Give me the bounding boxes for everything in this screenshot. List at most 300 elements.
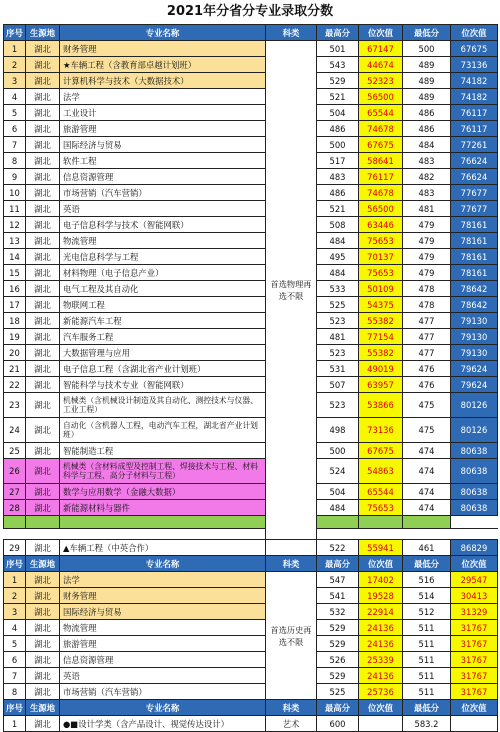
row-max-score: 507 <box>317 377 359 393</box>
row-no: 9 <box>4 169 26 185</box>
row-major: 物联网工程 <box>60 297 266 313</box>
row-max-rank <box>359 716 403 732</box>
row-major: 法学 <box>60 572 266 588</box>
row-max-rank: 44674 <box>359 57 403 73</box>
separator-cell <box>60 516 266 529</box>
row-source: 湖北 <box>26 297 60 313</box>
row-source: 湖北 <box>26 105 60 121</box>
table-row <box>4 137 498 153</box>
table-row <box>4 459 498 484</box>
row-max-score: 543 <box>317 57 359 73</box>
row-max-rank: 17402 <box>359 572 403 588</box>
separator-cell <box>359 516 403 529</box>
row-min-rank: 80638 <box>451 500 498 516</box>
row-no: 11 <box>4 201 26 217</box>
row-min-rank: 67675 <box>451 41 498 57</box>
row-min-score: 514 <box>403 588 451 604</box>
row-no: 6 <box>4 121 26 137</box>
row-no: 4 <box>4 620 26 636</box>
header-major: 专业名称 <box>60 25 266 41</box>
row-min-rank: 79624 <box>451 361 498 377</box>
row-source: 湖北 <box>26 89 60 105</box>
row-min-rank: 76624 <box>451 169 498 185</box>
row-max-score: 486 <box>317 185 359 201</box>
row-major: 电子信息工程（含湖北省产业计划班） <box>60 361 266 377</box>
row-max-rank: 49019 <box>359 361 403 377</box>
row-min-rank: 80638 <box>451 484 498 500</box>
row-max-score: 525 <box>317 684 359 700</box>
row-min-rank: 78161 <box>451 249 498 265</box>
row-max-rank: 19528 <box>359 588 403 604</box>
row-max-rank: 56500 <box>359 201 403 217</box>
row-source: 湖北 <box>26 540 60 556</box>
row-no: 18 <box>4 313 26 329</box>
row-source: 湖北 <box>26 201 60 217</box>
row-major: 物流管理 <box>60 620 266 636</box>
row-min-rank: 78161 <box>451 265 498 281</box>
row-min-score: 478 <box>403 297 451 313</box>
row-major: 法学 <box>60 89 266 105</box>
row-source: 湖北 <box>26 652 60 668</box>
row-max-score: 517 <box>317 153 359 169</box>
row-max-rank: 56500 <box>359 89 403 105</box>
row-source: 湖北 <box>26 281 60 297</box>
table-row <box>4 313 498 329</box>
row-min-score: 478 <box>403 281 451 297</box>
row-max-score: 529 <box>317 73 359 89</box>
row-min-rank: 74182 <box>451 89 498 105</box>
table-row <box>4 636 498 652</box>
row-max-score: 504 <box>317 484 359 500</box>
row-category <box>266 540 317 556</box>
table-row <box>4 377 498 393</box>
row-min-rank: 31767 <box>451 636 498 652</box>
row-no: 4 <box>4 89 26 105</box>
row-min-rank: 74182 <box>451 73 498 89</box>
row-major: 数学与应用数学（金融大数据） <box>60 484 266 500</box>
table-row <box>4 281 498 297</box>
row-no: 28 <box>4 500 26 516</box>
row-min-score: 479 <box>403 233 451 249</box>
row-max-score: 526 <box>317 652 359 668</box>
row-max-score: 533 <box>317 281 359 297</box>
row-major: 信息资源管理 <box>60 169 266 185</box>
row-major: 市场营销（汽车营销） <box>60 185 266 201</box>
row-no: 2 <box>4 588 26 604</box>
row-no: 1 <box>4 716 26 732</box>
row-no: 25 <box>4 443 26 459</box>
row-min-rank: 86829 <box>451 540 498 556</box>
header-category: 科类 <box>266 556 317 572</box>
blank-cell <box>26 529 60 540</box>
row-major: 英语 <box>60 668 266 684</box>
row-major: ▲车辆工程（中英合作） <box>60 540 266 556</box>
row-min-score: 476 <box>403 361 451 377</box>
row-max-rank: 24136 <box>359 620 403 636</box>
art-section <box>4 700 498 732</box>
row-major: ★车辆工程（含教育部卓越计划班） <box>60 57 266 73</box>
row-max-score: 504 <box>317 105 359 121</box>
table-row <box>4 716 498 732</box>
row-major: 工业设计 <box>60 105 266 121</box>
row-no: 21 <box>4 361 26 377</box>
header-max-score: 最高分 <box>317 25 359 41</box>
table-row <box>4 484 498 500</box>
table-row <box>4 572 498 588</box>
row-major: 国际经济与贸易 <box>60 604 266 620</box>
row-major: 汽车服务工程 <box>60 329 266 345</box>
row-major: 机械类（含机械设计制造及其自动化、测控技术与仪器、工业工程） <box>60 393 266 418</box>
row-max-score: 531 <box>317 361 359 377</box>
row-major: 智能科学与技术专业（智能网联） <box>60 377 266 393</box>
row-min-rank: 79130 <box>451 329 498 345</box>
blank-cell <box>451 529 498 540</box>
blank-cell <box>403 529 451 540</box>
row-max-score: 522 <box>317 540 359 556</box>
row-min-score: 486 <box>403 121 451 137</box>
row-no: 23 <box>4 393 26 418</box>
table-row <box>4 500 498 516</box>
separator-cell <box>26 516 60 529</box>
row-major: 旅游管理 <box>60 636 266 652</box>
row-category: 首选物理再选不限 <box>266 41 317 540</box>
header-no: 序号 <box>4 700 26 716</box>
blank-cell <box>359 529 403 540</box>
row-min-rank: 80638 <box>451 443 498 459</box>
row-no: 15 <box>4 265 26 281</box>
header-source: 生源地 <box>26 25 60 41</box>
row-max-score: 498 <box>317 418 359 443</box>
row-source: 湖北 <box>26 636 60 652</box>
row-major: 财务管理 <box>60 41 266 57</box>
row-max-rank: 24136 <box>359 636 403 652</box>
table-row <box>4 265 498 281</box>
table-row <box>4 361 498 377</box>
row-max-score: 541 <box>317 588 359 604</box>
row-max-rank: 65544 <box>359 484 403 500</box>
row-source: 湖北 <box>26 249 60 265</box>
row-major: 财务管理 <box>60 588 266 604</box>
header-min-score: 最低分 <box>403 700 451 716</box>
header-category: 科类 <box>266 25 317 41</box>
row-source: 湖北 <box>26 418 60 443</box>
row-no: 14 <box>4 249 26 265</box>
row-max-score: 524 <box>317 459 359 484</box>
table-row <box>4 668 498 684</box>
row-major: 智能制造工程 <box>60 443 266 459</box>
row-source: 湖北 <box>26 572 60 588</box>
row-max-rank: 76117 <box>359 169 403 185</box>
row-max-score: 500 <box>317 443 359 459</box>
row-max-score: 484 <box>317 500 359 516</box>
row-major: 市场营销（汽车营销） <box>60 684 266 700</box>
row-source: 湖北 <box>26 233 60 249</box>
row-min-score: 484 <box>403 137 451 153</box>
row-min-score: 489 <box>403 89 451 105</box>
row-source: 湖北 <box>26 604 60 620</box>
physics-section <box>4 25 498 556</box>
header-max-rank: 位次值 <box>359 700 403 716</box>
row-no: 13 <box>4 233 26 249</box>
row-min-score: 512 <box>403 604 451 620</box>
table-row <box>4 588 498 604</box>
row-max-rank: 63446 <box>359 217 403 233</box>
row-max-score: 484 <box>317 233 359 249</box>
row-min-score: 479 <box>403 217 451 233</box>
header-no: 序号 <box>4 25 26 41</box>
row-min-score: 511 <box>403 636 451 652</box>
row-max-rank: 54863 <box>359 459 403 484</box>
row-source: 湖北 <box>26 169 60 185</box>
row-max-score: 483 <box>317 169 359 185</box>
row-no: 20 <box>4 345 26 361</box>
row-max-rank: 74678 <box>359 185 403 201</box>
table-row <box>4 652 498 668</box>
row-max-score: 529 <box>317 668 359 684</box>
row-max-score: 484 <box>317 265 359 281</box>
table-row <box>4 73 498 89</box>
row-max-rank: 63957 <box>359 377 403 393</box>
row-source: 湖北 <box>26 377 60 393</box>
row-min-rank: 80126 <box>451 418 498 443</box>
row-max-rank: 67675 <box>359 137 403 153</box>
row-min-rank: 77677 <box>451 185 498 201</box>
row-max-rank: 58641 <box>359 153 403 169</box>
row-major: 大数据管理与应用 <box>60 345 266 361</box>
table-row <box>4 604 498 620</box>
row-no: 22 <box>4 377 26 393</box>
row-max-score: 529 <box>317 636 359 652</box>
table-row <box>4 201 498 217</box>
row-min-score: 476 <box>403 377 451 393</box>
row-major: 旅游管理 <box>60 121 266 137</box>
row-min-score: 479 <box>403 249 451 265</box>
row-max-rank: 74678 <box>359 121 403 137</box>
row-major: 信息资源管理 <box>60 652 266 668</box>
row-max-rank: 75653 <box>359 265 403 281</box>
row-min-score: 483 <box>403 153 451 169</box>
table-header-row <box>4 700 498 716</box>
row-min-score: 511 <box>403 684 451 700</box>
table-row <box>4 217 498 233</box>
row-major: 电子信息科学与技术（智能网联） <box>60 217 266 233</box>
row-no: 8 <box>4 684 26 700</box>
header-min-rank: 位次值 <box>451 700 498 716</box>
row-source: 湖北 <box>26 620 60 636</box>
row-min-rank <box>451 716 498 732</box>
row-major: 国际经济与贸易 <box>60 137 266 153</box>
header-max-rank: 位次值 <box>359 25 403 41</box>
row-max-score: 525 <box>317 297 359 313</box>
row-major: 新能源汽车工程 <box>60 313 266 329</box>
row-no: 3 <box>4 604 26 620</box>
row-category: 艺术 <box>266 716 317 732</box>
row-min-score: 477 <box>403 329 451 345</box>
blank-cell <box>317 529 359 540</box>
row-min-rank: 76117 <box>451 121 498 137</box>
table-row <box>4 393 498 418</box>
row-max-rank: 50109 <box>359 281 403 297</box>
row-no: 1 <box>4 41 26 57</box>
row-max-score: 600 <box>317 716 359 732</box>
row-max-rank: 70137 <box>359 249 403 265</box>
row-min-score: 483 <box>403 185 451 201</box>
row-major: ●■设计学类（含产品设计、视觉传达设计） <box>60 716 266 732</box>
separator-cell <box>403 516 451 529</box>
table-row <box>4 418 498 443</box>
row-min-rank: 76117 <box>451 105 498 121</box>
row-no: 10 <box>4 185 26 201</box>
row-max-rank: 52323 <box>359 73 403 89</box>
table-header-row <box>4 556 498 572</box>
row-min-rank: 79624 <box>451 377 498 393</box>
row-max-rank: 77154 <box>359 329 403 345</box>
row-min-score: 474 <box>403 484 451 500</box>
row-min-score: 516 <box>403 572 451 588</box>
row-min-rank: 79130 <box>451 313 498 329</box>
row-max-score: 500 <box>317 137 359 153</box>
history-section <box>4 556 498 700</box>
row-max-score: 481 <box>317 329 359 345</box>
row-major: 机械类（含材料成型及控制工程、焊接技术与工程、材料科学与工程、高分子材料与工程） <box>60 459 266 484</box>
table-row <box>4 153 498 169</box>
row-no: 8 <box>4 153 26 169</box>
row-source: 湖北 <box>26 361 60 377</box>
page-title: 2021年分省分专业录取分数 <box>166 4 334 19</box>
row-major: 英语 <box>60 201 266 217</box>
row-max-score: 486 <box>317 121 359 137</box>
row-max-rank: 25736 <box>359 684 403 700</box>
row-no: 7 <box>4 137 26 153</box>
row-max-rank: 67147 <box>359 41 403 57</box>
header-min-rank: 位次值 <box>451 25 498 41</box>
row-min-score: 479 <box>403 265 451 281</box>
row-min-rank: 78161 <box>451 217 498 233</box>
row-major: 光电信息科学与工程 <box>60 249 266 265</box>
row-no: 5 <box>4 105 26 121</box>
table-row <box>4 121 498 137</box>
row-min-rank: 77261 <box>451 137 498 153</box>
row-major: 计算机科学与技术（大数据技术） <box>60 73 266 89</box>
row-major: 材料物理（电子信息产业） <box>60 265 266 281</box>
row-no: 5 <box>4 636 26 652</box>
row-source: 湖北 <box>26 459 60 484</box>
row-min-rank: 80638 <box>451 459 498 484</box>
table-row <box>4 169 498 185</box>
row-min-score: 474 <box>403 443 451 459</box>
row-min-rank: 78642 <box>451 281 498 297</box>
row-max-rank: 25339 <box>359 652 403 668</box>
separator-cell <box>4 516 26 529</box>
table-row <box>4 443 498 459</box>
row-no: 19 <box>4 329 26 345</box>
blank-cell <box>60 529 266 540</box>
table-row <box>4 684 498 700</box>
row-min-rank: 79130 <box>451 345 498 361</box>
row-source: 湖北 <box>26 265 60 281</box>
row-min-rank: 73136 <box>451 57 498 73</box>
row-min-rank: 78642 <box>451 297 498 313</box>
row-min-score: 461 <box>403 540 451 556</box>
row-no: 1 <box>4 572 26 588</box>
row-min-score: 489 <box>403 73 451 89</box>
row-max-rank: 55382 <box>359 313 403 329</box>
row-source: 湖北 <box>26 185 60 201</box>
table-row <box>4 329 498 345</box>
row-min-rank: 80126 <box>451 393 498 418</box>
table-row <box>4 620 498 636</box>
table-row <box>4 89 498 105</box>
row-max-score: 521 <box>317 201 359 217</box>
row-max-score: 521 <box>317 89 359 105</box>
row-min-score: 511 <box>403 620 451 636</box>
row-source: 湖北 <box>26 684 60 700</box>
row-max-rank: 73136 <box>359 418 403 443</box>
row-max-rank: 55382 <box>359 345 403 361</box>
score-table <box>3 24 498 732</box>
row-min-score: 511 <box>403 668 451 684</box>
row-source: 湖北 <box>26 137 60 153</box>
row-min-rank: 31767 <box>451 652 498 668</box>
row-max-rank: 22914 <box>359 604 403 620</box>
row-no: 26 <box>4 459 26 484</box>
header-major: 专业名称 <box>60 700 266 716</box>
row-max-score: 532 <box>317 604 359 620</box>
row-no: 6 <box>4 652 26 668</box>
header-max-score: 最高分 <box>317 700 359 716</box>
row-min-score: 481 <box>403 201 451 217</box>
row-source: 湖北 <box>26 443 60 459</box>
row-max-rank: 53866 <box>359 393 403 418</box>
row-source: 湖北 <box>26 668 60 684</box>
row-min-score: 477 <box>403 313 451 329</box>
row-max-score: 529 <box>317 620 359 636</box>
row-no: 7 <box>4 668 26 684</box>
row-major: 软件工程 <box>60 153 266 169</box>
row-no: 2 <box>4 57 26 73</box>
row-max-score: 547 <box>317 572 359 588</box>
row-no: 12 <box>4 217 26 233</box>
row-min-score: 475 <box>403 393 451 418</box>
table-row <box>4 297 498 313</box>
row-min-score: 486 <box>403 105 451 121</box>
header-major: 专业名称 <box>60 556 266 572</box>
row-source: 湖北 <box>26 716 60 732</box>
row-source: 湖北 <box>26 153 60 169</box>
row-no: 27 <box>4 484 26 500</box>
row-min-rank: 31767 <box>451 668 498 684</box>
row-min-score: 482 <box>403 169 451 185</box>
table-row <box>4 540 498 556</box>
row-max-rank: 67675 <box>359 443 403 459</box>
row-min-rank: 77677 <box>451 201 498 217</box>
header-min-score: 最低分 <box>403 556 451 572</box>
row-no: 24 <box>4 418 26 443</box>
row-max-score: 523 <box>317 313 359 329</box>
row-source: 湖北 <box>26 393 60 418</box>
row-min-score: 583.2 <box>403 716 451 732</box>
row-max-rank: 75653 <box>359 233 403 249</box>
row-no: 16 <box>4 281 26 297</box>
row-source: 湖北 <box>26 500 60 516</box>
table-row <box>4 105 498 121</box>
table-row <box>4 233 498 249</box>
row-source: 湖北 <box>26 484 60 500</box>
row-source: 湖北 <box>26 329 60 345</box>
header-max-score: 最高分 <box>317 556 359 572</box>
row-source: 湖北 <box>26 73 60 89</box>
row-max-rank: 75653 <box>359 500 403 516</box>
